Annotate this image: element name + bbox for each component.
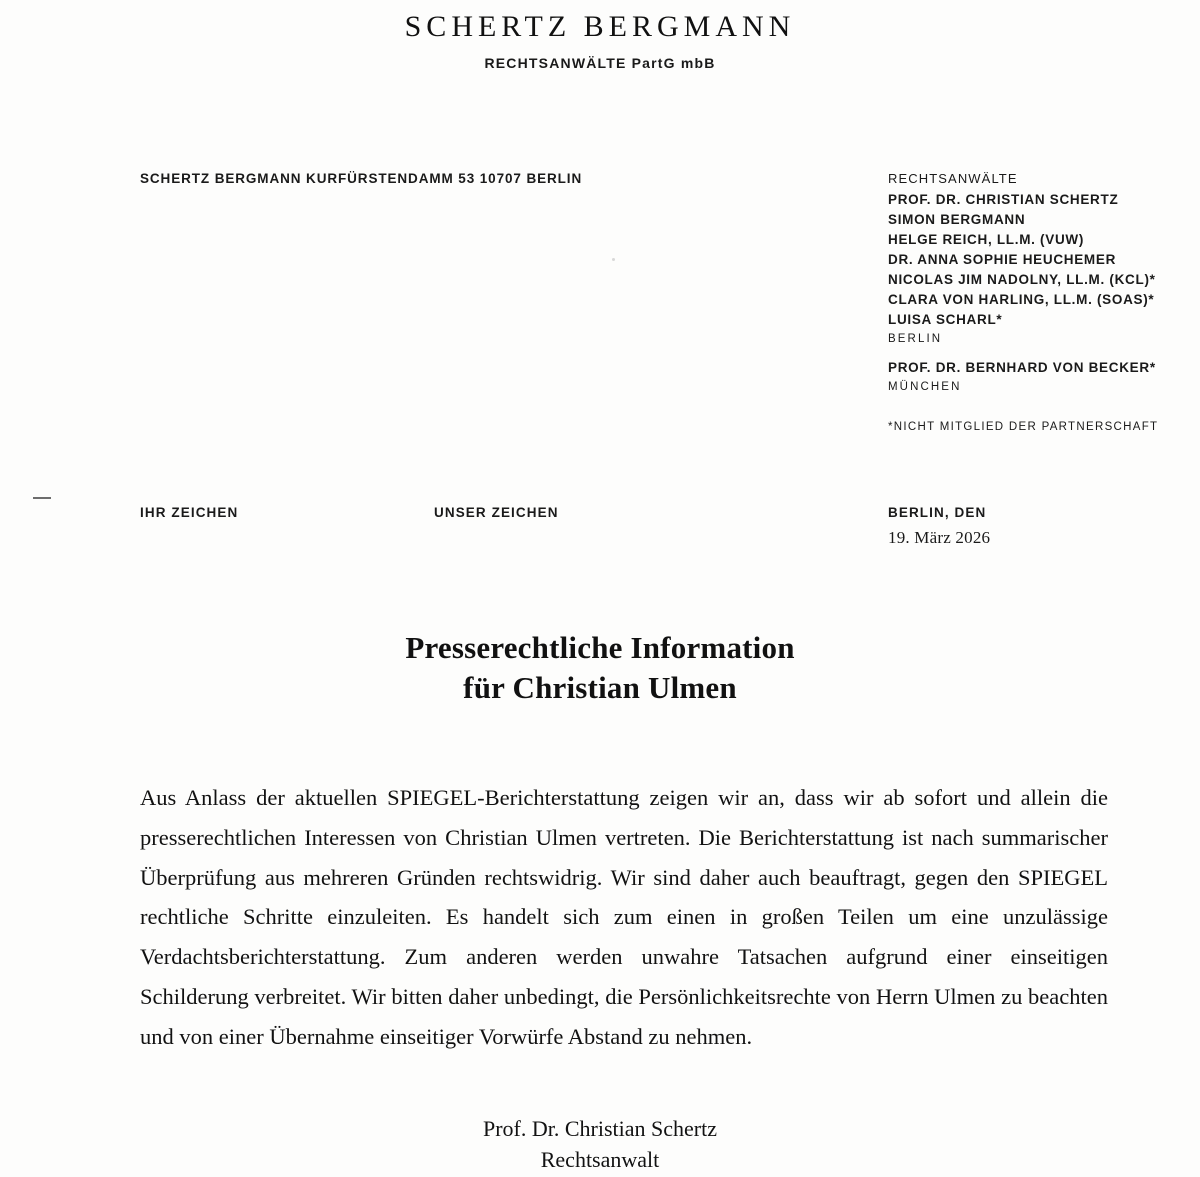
lawyers-heading: RECHTSANWÄLTE: [888, 171, 1018, 186]
lawyers-panel: [888, 171, 1188, 433]
lawyer-name: PROF. DR. BERNHARD VON BECKER*: [888, 359, 1156, 375]
signatory-name: Prof. Dr. Christian Schertz: [482, 1116, 718, 1141]
body-paragraph: Aus Anlass der aktuellen SPIEGEL-Berichterstattung zeigen wir an, dass wir ab sofort und allein die presserechtlichen Interessen von Christian Ulmen vertreten. Die Berichterstattung ist nach summarischer Überprüfung aus mehreren Gründen rechtswidrig. Wir sind daher auch beauftragt, gegen den SPIEGEL rechtliche Schritte einzuleiten. Es handelt sich zum einen in großen Teilen um eine unzulässige Verdachtsberichterstattung. Zum anderen werden unwahre Tatsachen aufgrund einer einseitigen Schilderung verbreitet. Wir bitten daher unbedingt, die Persönlichkeitsrechte von Herrn Ulmen zu beachten und von einer Übernahme einseitiger Vorwürfe Abstand zu nehmen.: [140, 785, 1108, 1049]
paper-speck: [612, 258, 615, 261]
office-city-munich: MÜNCHEN: [888, 380, 962, 393]
lawyer-name: SIMON BERGMANN: [888, 211, 1026, 227]
letterhead: [0, 0, 1200, 71]
document-title: [0, 628, 1200, 707]
lawyer-name: NICOLAS JIM NADOLNY, LL.M. (KCL)*: [888, 271, 1156, 287]
signature-block: [0, 1113, 1200, 1175]
fold-mark: [33, 497, 51, 499]
firm-subtitle: RECHTSANWÄLTE PartG mbB: [484, 55, 716, 71]
our-reference-label: UNSER ZEICHEN: [434, 505, 559, 520]
sender-address-line: SCHERTZ BERGMANN KURFÜRSTENDAMM 53 10707 BERLIN: [140, 171, 583, 186]
lawyer-name: HELGE REICH, LL.M. (VUW): [888, 231, 1085, 247]
lawyer-name: DR. ANNA SOPHIE HEUCHEMER: [888, 251, 1117, 267]
document-title-line-1: Presserechtliche Information: [405, 630, 795, 665]
lawyer-name: CLARA VON HARLING, LL.M. (SOAS)*: [888, 291, 1155, 307]
place-label: BERLIN, DEN: [888, 505, 987, 520]
letter-date: 19. März 2026: [888, 528, 991, 547]
your-reference-label: IHR ZEICHEN: [140, 505, 239, 520]
firm-name: SCHERTZ BERGMANN: [404, 10, 796, 43]
office-city-berlin: BERLIN: [888, 332, 943, 345]
document-title-line-2: für Christian Ulmen: [463, 669, 737, 705]
signatory-role: Rechtsanwalt: [540, 1147, 660, 1173]
partnership-footnote: *NICHT MITGLIED DER PARTNERSCHAFT: [888, 420, 1159, 433]
lawyer-name: LUISA SCHARL*: [888, 311, 1003, 327]
lawyer-name: PROF. DR. CHRISTIAN SCHERTZ: [888, 192, 1119, 207]
